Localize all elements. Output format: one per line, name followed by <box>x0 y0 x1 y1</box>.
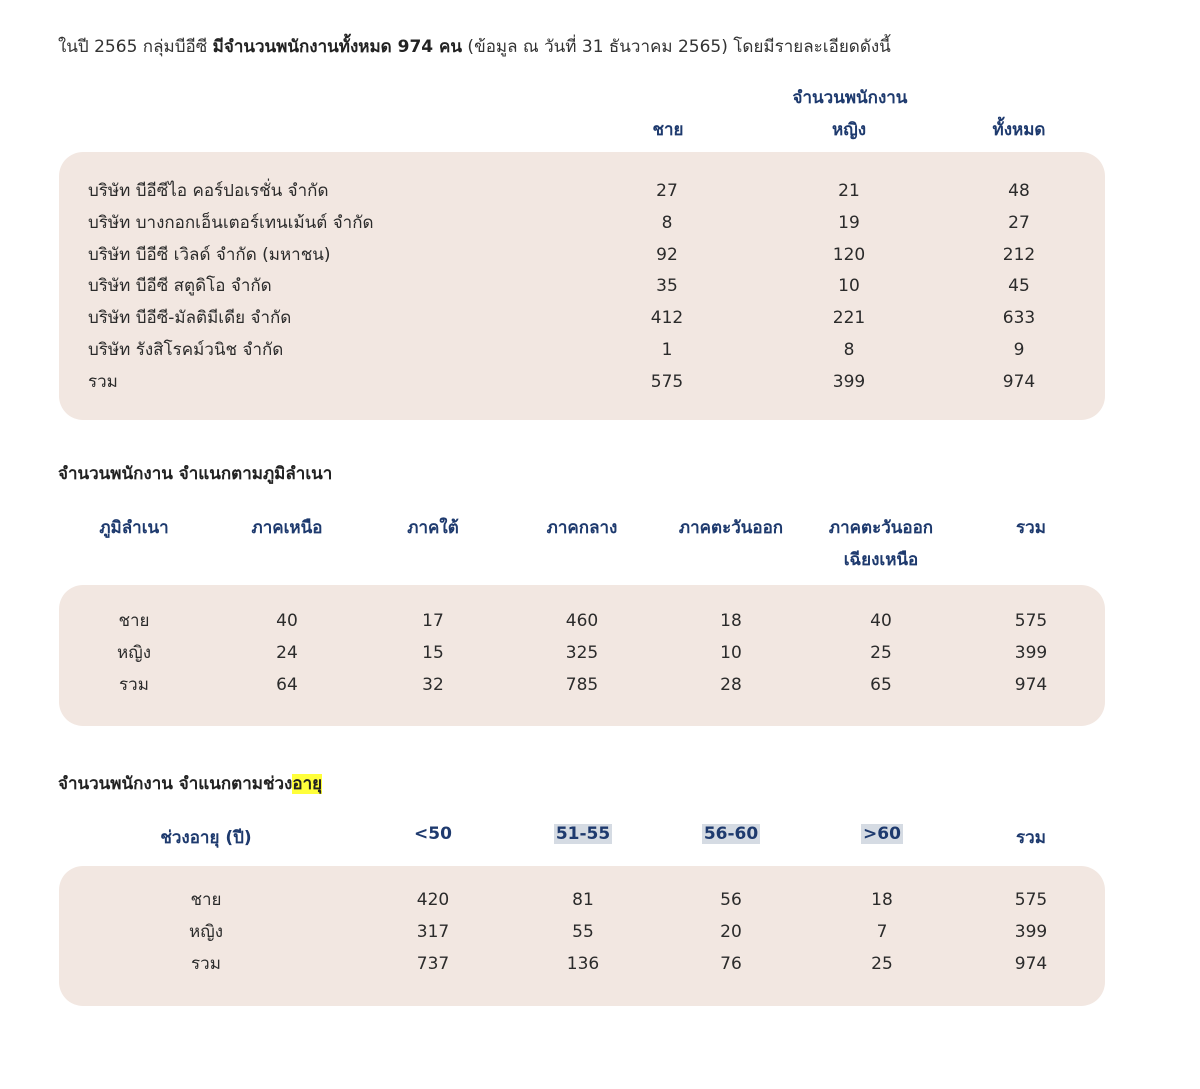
region-row <box>59 605 1105 637</box>
region-col-header: ภาคตะวันออก <box>828 518 934 538</box>
age-col-header-text: >60 <box>863 824 901 844</box>
company-name: บริษัท บางกอกเอ็นเตอร์เทนเม้นต์ จำกัด <box>88 212 374 233</box>
company-name: บริษัท รังสิโรคม์วนิช จำกัด <box>88 340 284 360</box>
company-row <box>59 366 1105 398</box>
company-value: 27 <box>656 181 678 201</box>
company-value: 9 <box>1013 340 1025 360</box>
region-row-label: หญิง <box>117 643 151 663</box>
company-table-panel <box>59 152 1105 420</box>
region-row-label: ชาย <box>118 611 150 631</box>
age-value: 25 <box>871 954 893 974</box>
age-table-panel <box>59 866 1105 1006</box>
age-col-header <box>353 824 513 844</box>
region-value: 575 <box>1014 611 1048 631</box>
region-value: 28 <box>720 675 742 695</box>
t1-col-male: ชาย <box>652 120 684 140</box>
company-value: 35 <box>656 276 678 297</box>
company-value: 120 <box>832 244 866 265</box>
region-row <box>59 669 1105 701</box>
region-col-header: ภาคใต้ <box>407 518 459 538</box>
company-value: 48 <box>1008 181 1030 201</box>
region-table-panel <box>59 585 1105 726</box>
company-name: บริษัท บีอีซี เวิลด์ จำกัด (มหาชน) <box>88 244 331 265</box>
company-value: 10 <box>838 276 860 297</box>
age-col-header-text: รวม <box>1016 828 1046 848</box>
company-value: 19 <box>838 212 860 233</box>
age-row-label: ชาย <box>190 890 222 910</box>
intro-bold: มีจำนวนพนักงานทั้งหมด 974 คน <box>212 37 463 57</box>
company-value: 92 <box>656 244 678 265</box>
intro-part1: ในปี 2565 กลุ่มบีอีซี <box>58 37 213 57</box>
age-value: 55 <box>572 922 594 942</box>
age-value: 399 <box>1014 922 1048 942</box>
t1-col-female: หญิง <box>832 120 866 140</box>
region-value: 399 <box>1014 643 1048 663</box>
age-value: 56 <box>720 890 742 910</box>
region-value: 40 <box>870 611 892 631</box>
age-col-header <box>951 824 1111 851</box>
company-value: 8 <box>661 212 673 233</box>
region-value: 10 <box>720 643 742 663</box>
region-value: 785 <box>565 675 599 695</box>
region-col-header: รวม <box>1016 518 1046 538</box>
age-col-header <box>802 824 962 844</box>
company-row <box>59 239 1105 271</box>
region-col-header: ภาคตะวันออก <box>678 518 784 538</box>
age-col-header <box>126 824 286 851</box>
age-value: 136 <box>566 954 600 974</box>
age-value: 420 <box>416 890 450 910</box>
age-col-header <box>503 824 663 844</box>
company-value: 575 <box>650 371 684 392</box>
age-row <box>59 916 1105 948</box>
company-value: 27 <box>1008 212 1030 233</box>
region-col-header-line2: เฉียงเหนือ <box>843 550 919 570</box>
company-value: 1 <box>661 340 673 360</box>
region-row <box>59 637 1105 669</box>
age-section-title <box>58 770 322 797</box>
company-value: 8 <box>843 340 855 360</box>
region-value: 974 <box>1014 675 1048 695</box>
company-value: 974 <box>1002 371 1036 392</box>
company-value: 412 <box>650 308 684 329</box>
age-col-header <box>651 824 811 844</box>
company-value: 212 <box>1002 244 1036 265</box>
region-value: 460 <box>565 611 599 631</box>
company-row <box>59 270 1105 302</box>
age-title-text: จำนวนพนักงาน จำแนกตามช่วง <box>58 774 293 794</box>
age-row-label: รวม <box>191 954 221 974</box>
company-name: บริษัท บีอีซี-มัลติมีเดีย จำกัด <box>88 308 292 329</box>
age-value: 575 <box>1014 890 1048 910</box>
region-value: 25 <box>870 643 892 663</box>
company-row <box>59 302 1105 334</box>
employee-count-header: จำนวนพนักงาน <box>792 88 908 108</box>
company-value: 221 <box>832 308 866 329</box>
age-row-label: หญิง <box>189 922 223 942</box>
company-row <box>59 207 1105 239</box>
region-value: 32 <box>422 675 444 695</box>
age-title-highlight: อายุ <box>292 774 323 794</box>
region-col-header: ภาคกลาง <box>546 518 618 538</box>
region-value: 40 <box>276 611 298 631</box>
age-value: 76 <box>720 954 742 974</box>
region-value: 325 <box>565 643 599 663</box>
company-row <box>59 334 1105 366</box>
company-value: 399 <box>832 371 866 392</box>
region-section-title: จำนวนพนักงาน จำแนกตามภูมิลำเนา <box>58 464 333 484</box>
company-name: บริษัท บีอีซีไอ คอร์ปอเรชั่น จำกัด <box>88 181 329 201</box>
age-col-header-text: <50 <box>414 824 452 844</box>
region-value: 18 <box>720 611 742 631</box>
age-col-header-text: 56-60 <box>703 824 759 844</box>
age-row <box>59 948 1105 980</box>
company-name: รวม <box>88 371 118 392</box>
region-col-header: ภาคเหนือ <box>251 518 323 538</box>
age-value: 7 <box>876 922 888 942</box>
age-value: 737 <box>416 954 450 974</box>
company-value: 633 <box>1002 308 1036 329</box>
age-value: 18 <box>871 890 893 910</box>
company-value: 21 <box>838 181 860 201</box>
age-value: 20 <box>720 922 742 942</box>
company-name: บริษัท บีอีซี สตูดิโอ จำกัด <box>88 276 272 297</box>
t1-col-total: ทั้งหมด <box>992 120 1046 140</box>
age-col-header-text: ช่วงอายุ (ปี) <box>160 828 252 848</box>
age-value: 81 <box>572 890 594 910</box>
intro-part2: (ข้อมูล ณ วันที่ 31 ธันวาคม 2565) โดยมีรายละเอียดดังนี้ <box>462 37 891 57</box>
region-value: 17 <box>422 611 444 631</box>
region-row-label: รวม <box>119 675 149 695</box>
age-row <box>59 884 1105 916</box>
region-value: 15 <box>422 643 444 663</box>
region-col-header: ภูมิลำเนา <box>99 518 169 538</box>
company-row <box>59 175 1105 207</box>
region-value: 65 <box>870 675 892 695</box>
age-value: 317 <box>416 922 450 942</box>
company-value: 45 <box>1008 276 1030 297</box>
region-value: 64 <box>276 675 298 695</box>
age-col-header-text: 51-55 <box>555 824 611 844</box>
intro-text <box>58 33 891 60</box>
region-value: 24 <box>276 643 298 663</box>
age-value: 974 <box>1014 954 1048 974</box>
